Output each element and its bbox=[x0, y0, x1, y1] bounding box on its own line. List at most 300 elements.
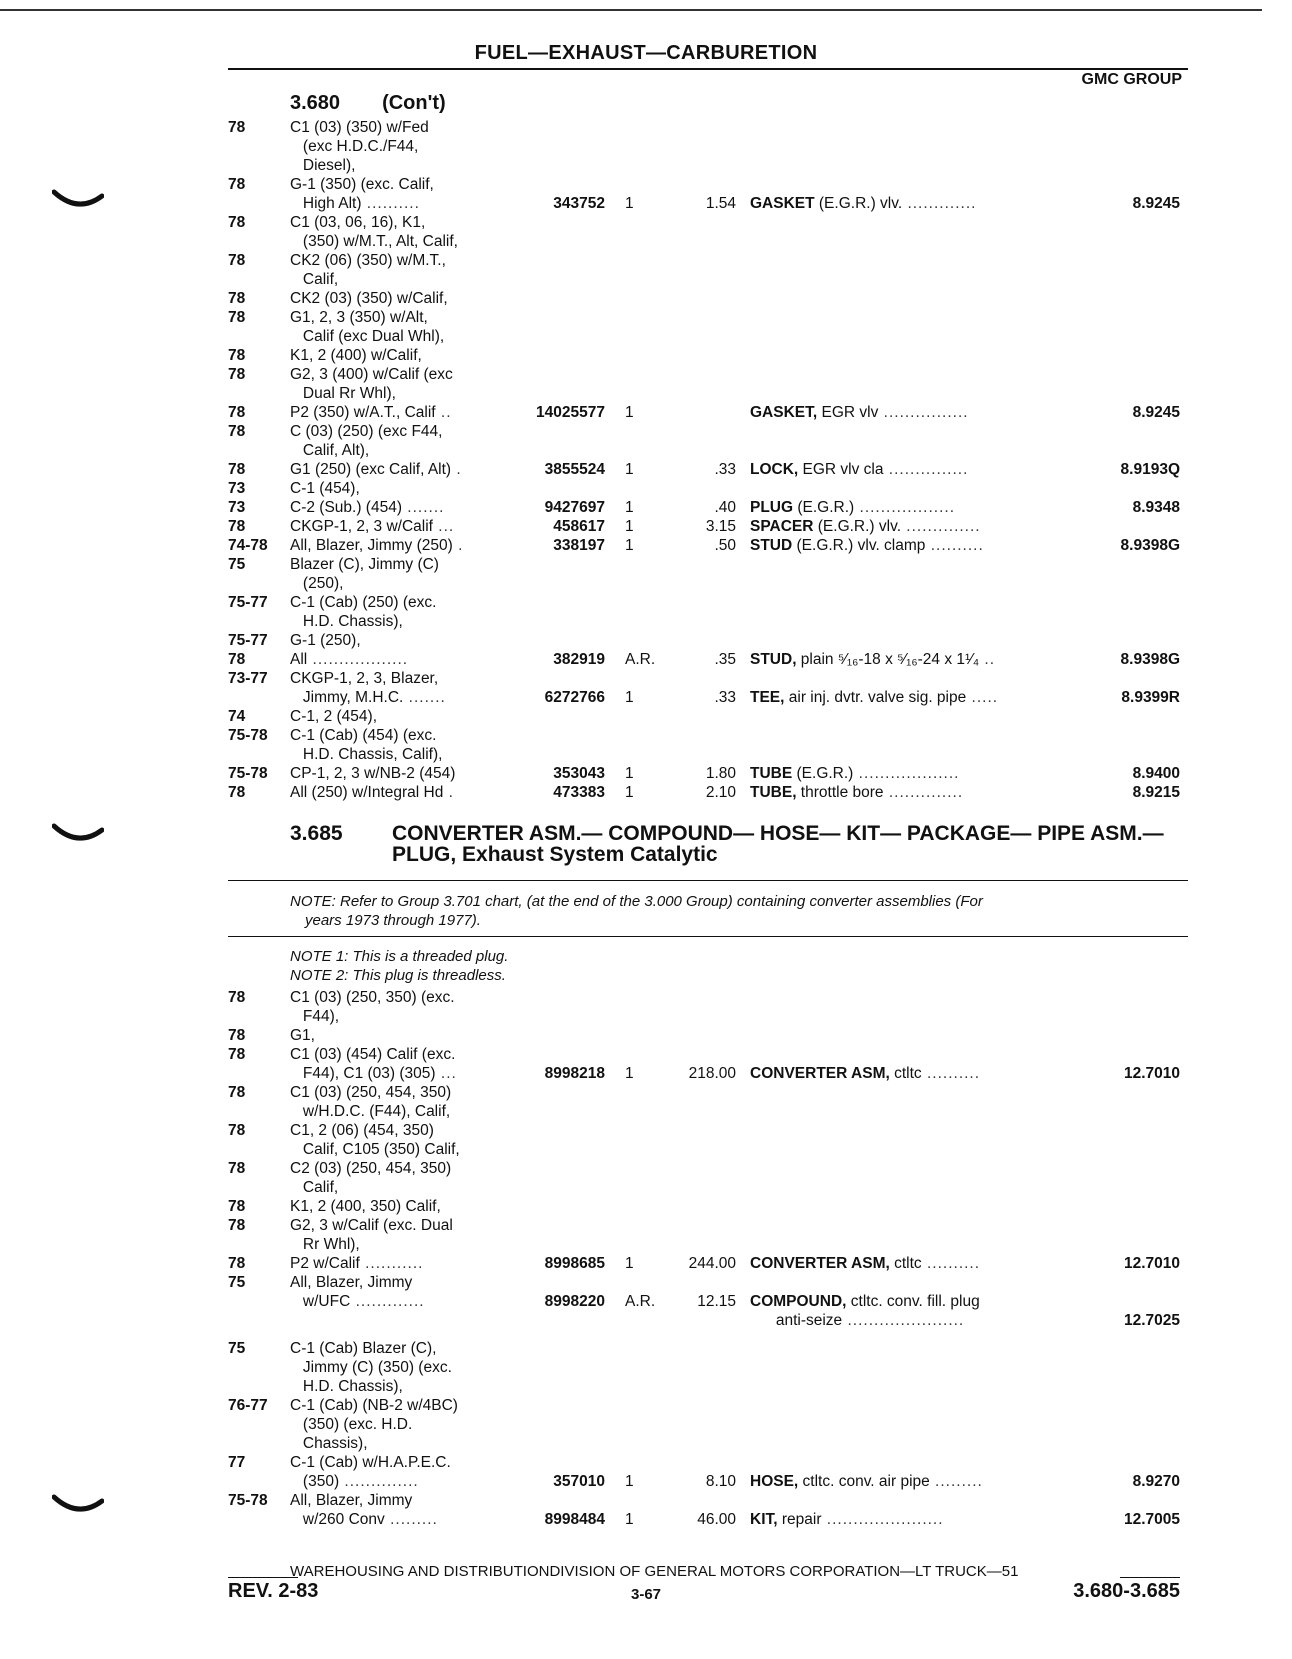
part-number: 8998218 bbox=[544, 1065, 605, 1082]
application-text: Calif, C105 (350) Calif, bbox=[290, 1141, 460, 1158]
quantity: 1 bbox=[625, 765, 634, 782]
group-number: 8.9400 bbox=[1132, 765, 1180, 782]
model-year: 78 bbox=[228, 1084, 246, 1101]
leader-dots: .............. bbox=[901, 518, 981, 535]
quantity: 1 bbox=[625, 1065, 634, 1082]
group-range: 3.680-3.685 bbox=[1073, 1580, 1180, 1602]
application bbox=[290, 745, 442, 764]
part-number: 473383 bbox=[553, 784, 605, 801]
description bbox=[750, 650, 995, 669]
group-number: 8.9245 bbox=[1132, 195, 1180, 212]
model-year: 78 bbox=[228, 347, 246, 364]
description-name: COMPOUND, bbox=[750, 1293, 847, 1310]
leader-dots: .......... bbox=[361, 195, 420, 212]
description-name: GASKET bbox=[750, 195, 815, 212]
leader-dots: ....... bbox=[403, 689, 446, 706]
application bbox=[290, 764, 455, 783]
price: .40 bbox=[714, 499, 736, 516]
application bbox=[290, 574, 343, 593]
part-number: 14025577 bbox=[536, 404, 605, 421]
application-text: G1, bbox=[290, 1027, 315, 1044]
group-number: 12.7025 bbox=[1123, 1312, 1180, 1329]
leader-dots: ........... bbox=[359, 1255, 424, 1272]
application bbox=[290, 536, 463, 555]
application-text: Blazer (C), Jimmy (C) bbox=[290, 556, 439, 573]
description-text: ctltc bbox=[889, 1065, 922, 1082]
application-text: G1 (250) (exc Calif, Alt) bbox=[290, 461, 452, 478]
application-text: Jimmy (C) (350) (exc. bbox=[290, 1359, 452, 1376]
group-number: 12.7010 bbox=[1123, 1065, 1180, 1082]
application bbox=[290, 1254, 423, 1273]
application-text: C1 (03) (250, 454, 350) bbox=[290, 1084, 452, 1101]
application-text: All, Blazer, Jimmy bbox=[290, 1492, 413, 1509]
application bbox=[290, 612, 403, 631]
application-text: K1, 2 (400) w/Calif, bbox=[290, 347, 422, 364]
note-1: NOTE 1: This is a threaded plug. bbox=[290, 948, 509, 965]
quantity: 1 bbox=[625, 1511, 634, 1528]
price: .35 bbox=[714, 651, 736, 668]
price: 12.15 bbox=[697, 1293, 736, 1310]
application-text: (350) bbox=[290, 1473, 340, 1490]
leader-dots: ......... bbox=[929, 1473, 983, 1490]
application-text: All (250) w/Integral Hd bbox=[290, 784, 444, 801]
model-year: 78 bbox=[228, 518, 246, 535]
application bbox=[290, 726, 436, 745]
model-year: 78 bbox=[228, 1046, 246, 1063]
application bbox=[290, 1491, 412, 1510]
application-text: (350) (exc. H.D. bbox=[290, 1416, 413, 1433]
application bbox=[290, 1510, 438, 1529]
model-year: 78 bbox=[228, 784, 246, 801]
application-text: C-1 (Cab) (NB-2 w/4BC) bbox=[290, 1397, 458, 1414]
application bbox=[290, 707, 377, 726]
application-text: C1 (03) (350) w/Fed bbox=[290, 119, 429, 136]
note-line: years 1973 through 1977). bbox=[305, 912, 481, 929]
description-name: CONVERTER ASM, bbox=[750, 1255, 890, 1272]
application bbox=[290, 175, 434, 194]
application bbox=[290, 688, 446, 707]
description bbox=[750, 498, 955, 517]
model-year: 78 bbox=[228, 423, 246, 440]
group-column-label: GMC GROUP bbox=[1081, 71, 1182, 88]
application bbox=[290, 479, 360, 498]
application-text: P2 (350) w/A.T., Calif bbox=[290, 404, 436, 421]
description-text: ctltc. conv. fill. plug bbox=[846, 1293, 980, 1310]
application bbox=[290, 498, 444, 517]
application bbox=[290, 1102, 450, 1121]
description-name: STUD, bbox=[750, 651, 797, 668]
application bbox=[290, 783, 454, 802]
model-year: 75 bbox=[228, 1274, 246, 1291]
model-year: 73 bbox=[228, 480, 246, 497]
application-text: Calif (exc Dual Whl), bbox=[290, 328, 445, 345]
leader-dots: ....... bbox=[401, 499, 445, 516]
price: 1.80 bbox=[705, 765, 736, 782]
description bbox=[750, 403, 969, 422]
application bbox=[290, 232, 458, 251]
model-year: 78 bbox=[228, 214, 246, 231]
application-text: G2, 3 (400) w/Calif (exc bbox=[290, 366, 453, 383]
application bbox=[290, 1396, 458, 1415]
application bbox=[290, 650, 408, 669]
application bbox=[290, 327, 444, 346]
part-number: 343752 bbox=[553, 195, 605, 212]
application-text: C (03) (250) (exc F44, bbox=[290, 423, 443, 440]
part-number: 8998220 bbox=[544, 1293, 605, 1310]
model-year: 75-78 bbox=[228, 727, 268, 744]
application-text: CP-1, 2, 3 w/NB-2 (454) bbox=[290, 765, 456, 782]
note-2: NOTE 2: This plug is threadless. bbox=[290, 967, 506, 984]
model-year: 73 bbox=[228, 499, 246, 516]
application bbox=[290, 1434, 368, 1453]
model-year: 77 bbox=[228, 1454, 246, 1471]
application bbox=[290, 1339, 436, 1358]
model-year: 75-77 bbox=[228, 632, 268, 649]
leader-dots: ............. bbox=[350, 1293, 425, 1310]
part-number: 3855524 bbox=[544, 461, 605, 478]
application bbox=[290, 460, 462, 479]
application-text: CKGP-1, 2, 3 w/Calif bbox=[290, 518, 433, 535]
application bbox=[290, 1472, 419, 1491]
price: 1.54 bbox=[705, 195, 736, 212]
application bbox=[290, 988, 455, 1007]
description-name: TUBE, bbox=[750, 784, 797, 801]
application bbox=[290, 118, 429, 137]
application bbox=[290, 1415, 412, 1434]
leader-dots: ......... bbox=[384, 1511, 438, 1528]
application bbox=[290, 1026, 315, 1045]
description-name: GASKET, bbox=[750, 404, 818, 421]
quantity: A.R. bbox=[625, 1293, 656, 1310]
model-year: 75-77 bbox=[228, 594, 268, 611]
price: 3.15 bbox=[705, 518, 736, 535]
model-year: 78 bbox=[228, 252, 246, 269]
application-text: (exc H.D.C./F44, bbox=[290, 138, 419, 155]
quantity: 1 bbox=[625, 195, 634, 212]
application bbox=[290, 156, 355, 175]
leader-dots: ................ bbox=[878, 404, 969, 421]
application bbox=[290, 441, 369, 460]
application-text: C-1 (Cab) w/H.A.P.E.C. bbox=[290, 1454, 451, 1471]
description-name: PLUG bbox=[750, 499, 794, 516]
model-year: 78 bbox=[228, 404, 246, 421]
application-text: P2 w/Calif bbox=[290, 1255, 360, 1272]
application-text: C2 (03) (250, 454, 350) bbox=[290, 1160, 452, 1177]
quantity: 1 bbox=[625, 518, 634, 535]
application bbox=[290, 1358, 452, 1377]
application-text: C-2 (Sub.) (454) bbox=[290, 499, 402, 516]
revision-label: REV. 2-83 bbox=[228, 1580, 319, 1602]
application-text: H.D. Chassis), bbox=[290, 613, 403, 630]
application-text: C-1 (Cab) (250) (exc. bbox=[290, 594, 437, 611]
model-year: 78 bbox=[228, 1160, 246, 1177]
group-number: 8.9399R bbox=[1121, 689, 1180, 706]
page-title: FUEL—EXHAUST—CARBURETION bbox=[474, 42, 818, 64]
model-year: 78 bbox=[228, 1217, 246, 1234]
description bbox=[750, 1064, 980, 1083]
leader-dots: .......... bbox=[921, 1065, 981, 1082]
description-name: SPACER bbox=[750, 518, 814, 535]
price: 2.10 bbox=[705, 784, 736, 801]
model-year: 78 bbox=[228, 651, 246, 668]
description-text: plain ⁵⁄₁₆-18 x ⁵⁄₁₆-24 x 1¹⁄₄ bbox=[796, 651, 980, 668]
application bbox=[290, 289, 448, 308]
description bbox=[750, 1311, 964, 1330]
part-number: 338197 bbox=[553, 537, 605, 554]
model-year: 76-77 bbox=[228, 1397, 268, 1414]
leader-dots: . bbox=[452, 537, 464, 554]
price: .33 bbox=[714, 689, 736, 706]
application bbox=[290, 631, 361, 650]
application-text: (350) w/M.T., Alt, Calif, bbox=[290, 233, 458, 250]
application bbox=[290, 1197, 441, 1216]
part-number: 6272766 bbox=[544, 689, 605, 706]
description-text: (E.G.R.) vlv. bbox=[814, 195, 903, 212]
group-number: 8.9348 bbox=[1132, 499, 1180, 516]
application bbox=[290, 137, 418, 156]
application bbox=[290, 194, 420, 213]
description-text: EGR vlv bbox=[817, 404, 879, 421]
quantity: 1 bbox=[625, 461, 634, 478]
description-text: air inj. dvtr. valve sig. pipe bbox=[784, 689, 967, 706]
footer-publisher-line: WAREHOUSING AND DISTRIBUTIONDIVISION OF GENERAL MOTORS CORPORATION—LT TRUCK—51 bbox=[290, 1563, 1019, 1580]
model-year: 78 bbox=[228, 290, 246, 307]
description bbox=[750, 688, 998, 707]
description-text: ctltc. conv. air pipe bbox=[798, 1473, 930, 1490]
section-number: 3.685 bbox=[290, 822, 343, 845]
application-text: Rr Whl), bbox=[290, 1236, 360, 1253]
description bbox=[750, 1510, 944, 1529]
application-text: CK2 (03) (350) w/Calif, bbox=[290, 290, 448, 307]
application-text: Diesel), bbox=[290, 157, 356, 174]
application-text: w/UFC bbox=[290, 1293, 351, 1310]
application bbox=[290, 384, 396, 403]
application-text: All bbox=[290, 651, 308, 668]
application-text: K1, 2 (400, 350) Calif, bbox=[290, 1198, 441, 1215]
part-number: 353043 bbox=[553, 765, 605, 782]
quantity: 1 bbox=[625, 1255, 634, 1272]
quantity: 1 bbox=[625, 537, 634, 554]
part-number: 382919 bbox=[553, 651, 605, 668]
quantity: 1 bbox=[625, 1473, 634, 1490]
description-name: LOCK, bbox=[750, 461, 799, 478]
description-text: EGR vlv cla bbox=[798, 461, 884, 478]
model-year: 78 bbox=[228, 119, 246, 136]
leader-dots: ............... bbox=[883, 461, 969, 478]
page-number: 3-67 bbox=[630, 1586, 662, 1603]
application bbox=[290, 1216, 453, 1235]
application-text: Calif, bbox=[290, 271, 339, 288]
leader-dots: .................. bbox=[854, 499, 956, 516]
application-text: Dual Rr Whl), bbox=[290, 385, 396, 402]
quantity: 1 bbox=[625, 784, 634, 801]
price: 218.00 bbox=[688, 1065, 736, 1082]
application-text: C-1 (Cab) (454) (exc. bbox=[290, 727, 437, 744]
part-number: 8998685 bbox=[544, 1255, 605, 1272]
leader-dots: .......... bbox=[921, 1255, 981, 1272]
section-continued: (Con't) bbox=[382, 92, 446, 114]
model-year: 78 bbox=[228, 176, 246, 193]
application-text: G1, 2, 3 (350) w/Alt, bbox=[290, 309, 428, 326]
application bbox=[290, 251, 446, 270]
application-text: CK2 (06) (350) w/M.T., bbox=[290, 252, 446, 269]
application bbox=[290, 1121, 434, 1140]
group-number: 8.9398G bbox=[1120, 651, 1180, 668]
group-number: 8.9193Q bbox=[1120, 461, 1180, 478]
leader-dots: . bbox=[443, 784, 454, 801]
application-text: G-1 (250), bbox=[290, 632, 361, 649]
part-number: 8998484 bbox=[544, 1511, 605, 1528]
application-text: CKGP-1, 2, 3, Blazer, bbox=[290, 670, 439, 687]
application-text: H.D. Chassis, Calif), bbox=[290, 746, 443, 763]
group-number: 12.7005 bbox=[1123, 1511, 1180, 1528]
application-text: C-1 (454), bbox=[290, 480, 360, 497]
description-name: TUBE bbox=[750, 765, 793, 782]
application-text: (250), bbox=[290, 575, 344, 592]
application-text: High Alt) bbox=[290, 195, 362, 212]
model-year: 78 bbox=[228, 1122, 246, 1139]
application bbox=[290, 422, 442, 441]
model-year: 75-78 bbox=[228, 1492, 268, 1509]
model-year: 75 bbox=[228, 556, 246, 573]
application-text: H.D. Chassis), bbox=[290, 1378, 403, 1395]
quantity: 1 bbox=[625, 689, 634, 706]
description-text: repair bbox=[777, 1511, 822, 1528]
group-number: 8.9245 bbox=[1132, 404, 1180, 421]
leader-dots: ..... bbox=[966, 689, 999, 706]
leader-dots: .............. bbox=[339, 1473, 419, 1490]
application-text: All, Blazer, Jimmy (250) bbox=[290, 537, 453, 554]
quantity: 1 bbox=[625, 404, 634, 421]
application bbox=[290, 1007, 339, 1026]
application-text: Chassis), bbox=[290, 1435, 368, 1452]
part-number: 357010 bbox=[553, 1473, 605, 1490]
price: 46.00 bbox=[697, 1511, 736, 1528]
application-text: w/H.D.C. (F44), Calif, bbox=[290, 1103, 451, 1120]
section-number: 3.680 bbox=[290, 92, 341, 114]
description-name: TEE, bbox=[750, 689, 785, 706]
description-name: HOSE, bbox=[750, 1473, 799, 1490]
description-name: KIT, bbox=[750, 1511, 778, 1528]
leader-dots: ............. bbox=[902, 195, 977, 212]
model-year: 75 bbox=[228, 1340, 246, 1357]
description-text: (E.G.R.) vlv. clamp bbox=[792, 537, 926, 554]
footer-rule bbox=[1120, 1577, 1180, 1578]
description bbox=[750, 1472, 983, 1491]
leader-dots: ...................... bbox=[821, 1511, 944, 1528]
model-year: 78 bbox=[228, 461, 246, 478]
leader-dots: . bbox=[451, 461, 462, 478]
model-year: 73-77 bbox=[228, 670, 268, 687]
quantity: 1 bbox=[625, 499, 634, 516]
model-year: 78 bbox=[228, 309, 246, 326]
description bbox=[750, 1254, 980, 1273]
group-number: 8.9270 bbox=[1132, 1473, 1180, 1490]
part-number: 9427697 bbox=[544, 499, 605, 516]
group-number: 12.7010 bbox=[1123, 1255, 1180, 1272]
model-year: 74-78 bbox=[228, 537, 268, 554]
model-year: 78 bbox=[228, 366, 246, 383]
description-text: (E.G.R.) bbox=[793, 499, 855, 516]
application bbox=[290, 517, 454, 536]
leader-dots: ... bbox=[435, 1065, 457, 1082]
application bbox=[290, 1235, 360, 1254]
application bbox=[290, 270, 338, 289]
part-number: 458617 bbox=[553, 518, 605, 535]
description bbox=[750, 1292, 980, 1311]
application bbox=[290, 346, 422, 365]
description bbox=[750, 194, 976, 213]
description bbox=[750, 764, 959, 783]
application bbox=[290, 365, 453, 384]
description-name: CONVERTER ASM, bbox=[750, 1065, 890, 1082]
description-text: throttle bore bbox=[796, 784, 884, 801]
application bbox=[290, 593, 436, 612]
section-title: CONVERTER ASM.— COMPOUND— HOSE— KIT— PACKAGE— PIPE ASM.— PLUG, Exhaust System Catalytic bbox=[392, 822, 1164, 866]
application-text: C1 (03) (454) Calif (exc. bbox=[290, 1046, 456, 1063]
description-text: anti-seize bbox=[750, 1312, 843, 1329]
leader-dots: .............. bbox=[883, 784, 964, 801]
application bbox=[290, 1292, 425, 1311]
description bbox=[750, 783, 963, 802]
leader-dots: .. bbox=[979, 651, 996, 668]
price: 8.10 bbox=[705, 1473, 736, 1490]
price: .50 bbox=[714, 537, 736, 554]
application bbox=[290, 308, 428, 327]
application-text: C-1, 2 (454), bbox=[290, 708, 378, 725]
description bbox=[750, 517, 981, 536]
model-year: 78 bbox=[228, 1255, 246, 1272]
application-text: All, Blazer, Jimmy bbox=[290, 1274, 413, 1291]
description-text: (E.G.R.) bbox=[792, 765, 854, 782]
application bbox=[290, 1045, 455, 1064]
model-year: 74 bbox=[228, 708, 246, 725]
application-text: C1, 2 (06) (454, 350) bbox=[290, 1122, 434, 1139]
application-text: w/260 Conv bbox=[290, 1511, 385, 1528]
application-text: F44), bbox=[290, 1008, 340, 1025]
leader-dots: ... bbox=[433, 518, 455, 535]
application bbox=[290, 403, 452, 422]
model-year: 78 bbox=[228, 1027, 246, 1044]
model-year: 75-78 bbox=[228, 765, 268, 782]
application-text: C1 (03) (250, 350) (exc. bbox=[290, 989, 455, 1006]
application bbox=[290, 1064, 457, 1083]
application bbox=[290, 1377, 403, 1396]
application-text: C-1 (Cab) Blazer (C), bbox=[290, 1340, 437, 1357]
application bbox=[290, 1273, 412, 1292]
footer-rule bbox=[228, 1577, 298, 1578]
application bbox=[290, 1159, 451, 1178]
description-text: (E.G.R.) vlv. bbox=[813, 518, 901, 535]
leader-dots: .. bbox=[435, 404, 452, 421]
leader-dots: .......... bbox=[925, 537, 984, 554]
application bbox=[290, 213, 425, 232]
application-text: G2, 3 w/Calif (exc. Dual bbox=[290, 1217, 453, 1234]
model-year: 78 bbox=[228, 989, 246, 1006]
description bbox=[750, 460, 968, 479]
application bbox=[290, 1453, 451, 1472]
price: .33 bbox=[714, 461, 736, 478]
application-text: C1 (03, 06, 16), K1, bbox=[290, 214, 426, 231]
note-line: NOTE: Refer to Group 3.701 chart, (at the end of the 3.000 Group) containing converter assemblies (For bbox=[290, 893, 983, 910]
model-year: 78 bbox=[228, 1198, 246, 1215]
leader-dots: ...................... bbox=[842, 1312, 965, 1329]
price: 244.00 bbox=[688, 1255, 736, 1272]
group-number: 8.9398G bbox=[1120, 537, 1180, 554]
application bbox=[290, 669, 438, 688]
leader-dots: ................... bbox=[853, 765, 960, 782]
application bbox=[290, 1178, 338, 1197]
